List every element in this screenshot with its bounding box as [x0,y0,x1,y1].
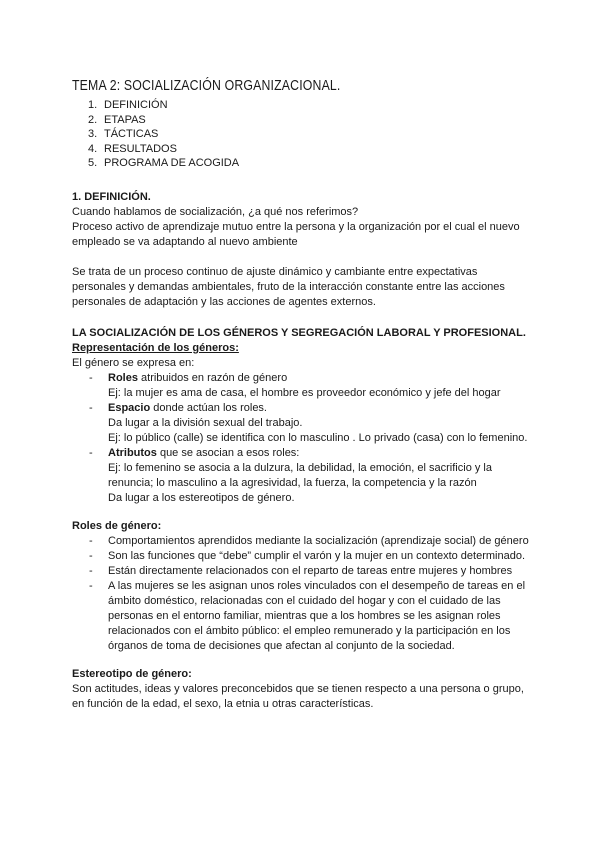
item-detail: Ej: lo público (calle) se identifica con lo masculino . Lo privado (casa) con lo femenino. [108,431,528,444]
toc-number: 2. [88,113,98,126]
table-of-contents [72,98,532,171]
toc-number: 3. [88,128,98,141]
toc-label: ETAPAS [104,113,146,126]
toc-item [88,127,532,142]
list-item [108,371,532,401]
toc-label: RESULTADOS [104,142,177,155]
toc-item [88,142,532,157]
toc-label: PROGRAMA DE ACOGIDA [104,157,240,170]
item-detail: Da lugar a los estereotipos de género. [108,491,295,504]
toc-number: 4. [88,142,98,155]
item-term: Atributos [108,446,157,459]
toc-label: DEFINICIÓN [104,99,168,111]
definition-paragraph: Se trata de un proceso continuo de ajuste dinámico y cambiante entre expectativas personales y demandas ambientales, fruto de la interacción constante entre las acciones personales de adaptación y las acciones de agentes externos. [72,265,505,308]
item-term: Roles [108,371,138,384]
item-detail: Ej: lo femenino se asocia a la dulzura, la debilidad, la emoción, el sacrificio y la renuncia; lo masculino a la agresividad, la fuerza, la competencia y la razón [108,461,492,489]
definition-heading: 1. DEFINICIÓN. [72,190,151,203]
item-term: Espacio [108,401,151,414]
document-page [72,76,532,712]
gender-intro: El género se expresa en: [72,356,195,369]
item-text: que se asocian a esos roles: [156,446,300,459]
item-detail: Ej: la mujer es ama de casa, el hombre es proveedor económico y jefe del hogar [108,386,501,399]
gender-list [72,371,532,506]
roles-heading: Roles de género: [72,519,162,532]
toc-item [88,156,532,171]
item-text: atribuidos en razón de género [137,371,288,384]
toc-item [88,113,532,128]
gender-subheading: Representación de los géneros: [72,341,239,354]
list-item: - A las mujeres se les asignan unos roles vinculados con el desempeño de tareas en el ámbito doméstico, relacionadas con el cuidado del hogar y con el cuidado de las personas en el entorno familiar, mientras que a los hombres se les asignan roles relacionados con el ámbito público: el empleo remunerado y la participación en los órganos de toma de decisiones que afectan al conjunto de la sociedad. [108,579,532,654]
list-item [108,401,532,446]
list-item [108,446,532,506]
document-title: TEMA 2: SOCIALIZACIÓN ORGANIZACIONAL. [72,77,341,94]
stereotype-heading: Estereotipo de género: [72,667,192,680]
definition-answer: Proceso activo de aprendizaje mutuo entre la persona y la organización por el cual el nuevo empleado se va adaptando al nuevo ambiente [72,220,520,248]
definition-question: Cuando hablamos de socialización, ¿a qué nos referimos? [72,205,359,218]
list-item: - Son las funciones que “debe” cumplir el varón y la mujer en un contexto determinado. [108,549,532,564]
toc-number: 5. [88,157,98,170]
item-detail: Da lugar a la división sexual del trabajo. [108,416,303,429]
roles-list [72,534,532,654]
toc-label: TÁCTICAS [104,128,159,141]
toc-number: 1. [88,99,98,111]
stereotype-text: Son actitudes, ideas y valores preconcebidos que se tienen respecto a una persona o grupo, en función de la edad, el sexo, la etnia u otras características. [72,682,524,710]
item-text: donde actúan los roles. [150,401,267,414]
list-item: - Están directamente relacionados con el reparto de tareas entre mujeres y hombres [108,564,532,579]
gender-section-heading: LA SOCIALIZACIÓN DE LOS GÉNEROS Y SEGREGACIÓN LABORAL Y PROFESIONAL. [72,326,526,339]
list-item: - Comportamientos aprendidos mediante la socialización (aprendizaje social) de género [108,534,532,549]
toc-item [88,98,532,113]
